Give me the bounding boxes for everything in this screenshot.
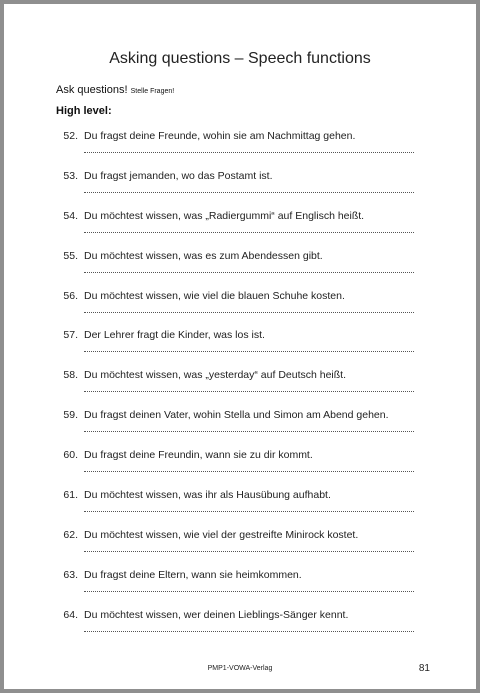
answer-line[interactable] [84, 631, 414, 632]
question-text: Du möchtest wissen, wie viel der gestreifte Minirock kostet. [84, 528, 359, 541]
instruction-main: Ask questions! [56, 84, 128, 96]
question-item [44, 609, 424, 649]
answer-line[interactable] [84, 192, 414, 193]
question-text: Du fragst deinen Vater, wohin Stella und Simon am Abend gehen. [84, 409, 389, 422]
question-number: 55. [63, 249, 78, 262]
question-item [44, 210, 424, 250]
question-text: Du möchtest wissen, was es zum Abendessen gibt. [84, 249, 323, 262]
question-number: 54. [63, 209, 78, 222]
question-item [44, 329, 424, 369]
question-number: 64. [63, 608, 78, 621]
question-item [44, 250, 424, 290]
question-item [44, 369, 424, 409]
answer-line[interactable] [84, 312, 414, 313]
question-number: 62. [63, 528, 78, 541]
answer-line[interactable] [84, 511, 414, 512]
question-text: Du fragst deine Freundin, wann sie zu dir kommt. [84, 449, 313, 462]
question-list [44, 130, 424, 649]
question-number: 53. [63, 169, 78, 182]
publisher-footer: PMP1-VOWA-Verlag [207, 665, 273, 672]
worksheet-page [4, 4, 476, 689]
question-text: Du möchtest wissen, was „Radiergummi“ auf Englisch heißt. [84, 209, 365, 222]
question-item [44, 170, 424, 210]
level-heading: High level: [56, 105, 112, 117]
answer-line[interactable] [84, 471, 414, 472]
question-item [44, 290, 424, 330]
question-text: Du möchtest wissen, wie viel die blauen Schuhe kosten. [84, 289, 345, 302]
question-text: Du fragst deine Freunde, wohin sie am Nachmittag gehen. [84, 130, 356, 142]
question-item [44, 529, 424, 569]
answer-line[interactable] [84, 232, 414, 233]
question-number: 61. [63, 489, 78, 502]
question-number: 60. [63, 449, 78, 462]
question-item [44, 569, 424, 609]
question-item [44, 489, 424, 529]
question-item [44, 130, 424, 170]
question-item [44, 449, 424, 489]
question-text: Du fragst jemanden, wo das Postamt ist. [84, 169, 273, 182]
instruction-sub: Stelle Fragen! [130, 88, 175, 95]
question-text: Der Lehrer fragt die Kinder, was los ist. [84, 329, 265, 342]
question-number: 59. [63, 409, 78, 422]
answer-line[interactable] [84, 391, 414, 392]
answer-line[interactable] [84, 351, 414, 352]
answer-line[interactable] [84, 152, 414, 153]
answer-line[interactable] [84, 551, 414, 552]
question-number: 57. [63, 329, 78, 342]
instruction [56, 84, 174, 96]
question-number: 58. [63, 369, 78, 382]
answer-line[interactable] [84, 431, 414, 432]
question-text: Du möchtest wissen, was „yesterday“ auf Deutsch heißt. [84, 369, 347, 382]
page-title: Asking questions – Speech functions [109, 50, 371, 67]
page-number: 81 [418, 663, 430, 674]
answer-line[interactable] [84, 591, 414, 592]
question-number: 52. [63, 130, 78, 142]
question-text: Du möchtest wissen, wer deinen Lieblings-Sänger kennt. [84, 608, 349, 621]
question-number: 63. [63, 568, 78, 581]
question-number: 56. [63, 289, 78, 302]
answer-line[interactable] [84, 272, 414, 273]
question-text: Du möchtest wissen, was ihr als Hausübung aufhabt. [84, 489, 331, 502]
question-text: Du fragst deine Eltern, wann sie heimkommen. [84, 568, 302, 581]
question-item [44, 409, 424, 449]
